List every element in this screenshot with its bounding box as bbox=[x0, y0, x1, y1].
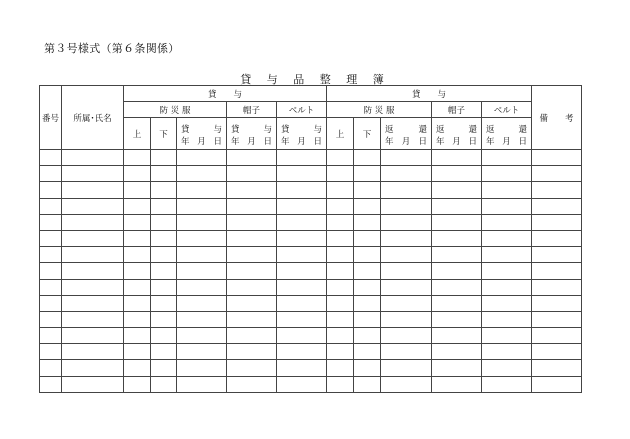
table-row bbox=[40, 376, 582, 392]
table-cell[interactable] bbox=[354, 311, 381, 327]
table-cell[interactable] bbox=[381, 150, 432, 166]
table-cell[interactable] bbox=[151, 182, 177, 198]
table-cell[interactable] bbox=[532, 311, 582, 327]
table-cell[interactable] bbox=[62, 182, 124, 198]
header-disaster-suit: 防 災 服 bbox=[124, 102, 227, 118]
table-cell[interactable] bbox=[327, 214, 354, 230]
header-lower-return: 下 bbox=[354, 118, 381, 150]
table-cell[interactable] bbox=[381, 214, 432, 230]
table-row bbox=[40, 198, 582, 214]
table-cell[interactable] bbox=[124, 328, 151, 344]
table-cell[interactable] bbox=[482, 150, 532, 166]
table-cell[interactable] bbox=[62, 344, 124, 360]
header-belt: ベルト bbox=[277, 102, 327, 118]
table-cell[interactable] bbox=[532, 295, 582, 311]
table-cell[interactable] bbox=[381, 230, 432, 246]
form-title: 貸 与 品 整 理 簿 bbox=[240, 73, 390, 86]
table-cell[interactable] bbox=[177, 230, 227, 246]
table-cell[interactable] bbox=[62, 328, 124, 344]
table-cell[interactable] bbox=[277, 360, 327, 376]
ledger-body bbox=[40, 150, 582, 393]
table-row bbox=[40, 214, 582, 230]
table-cell[interactable] bbox=[482, 344, 532, 360]
table-cell[interactable] bbox=[432, 166, 482, 182]
table-cell[interactable] bbox=[381, 311, 432, 327]
table-row bbox=[40, 230, 582, 246]
table-cell[interactable] bbox=[62, 198, 124, 214]
header-return-date-suit: 返 還 年 月 日 bbox=[381, 118, 432, 150]
table-cell[interactable] bbox=[227, 182, 277, 198]
table-cell[interactable] bbox=[62, 166, 124, 182]
table-cell[interactable] bbox=[40, 360, 62, 376]
table-cell[interactable] bbox=[62, 150, 124, 166]
table-cell[interactable] bbox=[432, 376, 482, 392]
table-cell[interactable] bbox=[40, 230, 62, 246]
table-cell[interactable] bbox=[40, 311, 62, 327]
table-cell[interactable] bbox=[532, 376, 582, 392]
table-cell[interactable] bbox=[62, 247, 124, 263]
table-row bbox=[40, 311, 582, 327]
table-cell[interactable] bbox=[327, 247, 354, 263]
table-cell[interactable] bbox=[277, 311, 327, 327]
table-cell[interactable] bbox=[40, 376, 62, 392]
table-cell[interactable] bbox=[151, 230, 177, 246]
table-cell[interactable] bbox=[432, 198, 482, 214]
header-cap-return: 帽子 bbox=[432, 102, 482, 118]
table-cell[interactable] bbox=[177, 166, 227, 182]
table-cell[interactable] bbox=[381, 360, 432, 376]
table-cell[interactable] bbox=[227, 230, 277, 246]
table-cell[interactable] bbox=[432, 311, 482, 327]
table-cell[interactable] bbox=[40, 182, 62, 198]
table-cell[interactable] bbox=[151, 344, 177, 360]
table-cell[interactable] bbox=[62, 376, 124, 392]
table-cell[interactable] bbox=[381, 376, 432, 392]
table-cell[interactable] bbox=[482, 182, 532, 198]
table-cell[interactable] bbox=[327, 328, 354, 344]
table-cell[interactable] bbox=[532, 279, 582, 295]
table-cell[interactable] bbox=[227, 328, 277, 344]
table-cell[interactable] bbox=[482, 279, 532, 295]
form-number: 第３号様式（第６条関係） bbox=[44, 42, 180, 55]
table-cell[interactable] bbox=[151, 150, 177, 166]
table-cell[interactable] bbox=[177, 214, 227, 230]
table-cell[interactable] bbox=[432, 182, 482, 198]
table-cell[interactable] bbox=[381, 247, 432, 263]
table-cell[interactable] bbox=[151, 328, 177, 344]
table-cell[interactable] bbox=[124, 344, 151, 360]
table-cell[interactable] bbox=[482, 360, 532, 376]
table-row bbox=[40, 344, 582, 360]
table-cell[interactable] bbox=[62, 311, 124, 327]
table-cell[interactable] bbox=[482, 328, 532, 344]
table-cell[interactable] bbox=[354, 247, 381, 263]
header-return-date-belt: 返 還 年 月 日 bbox=[482, 118, 532, 150]
table-row bbox=[40, 263, 582, 279]
table-cell[interactable] bbox=[40, 279, 62, 295]
table-cell[interactable] bbox=[124, 230, 151, 246]
table-cell[interactable] bbox=[482, 198, 532, 214]
table-cell[interactable] bbox=[381, 344, 432, 360]
table-cell[interactable] bbox=[432, 150, 482, 166]
table-cell[interactable] bbox=[354, 198, 381, 214]
ledger-table bbox=[39, 85, 582, 393]
table-cell[interactable] bbox=[381, 198, 432, 214]
table-cell[interactable] bbox=[151, 279, 177, 295]
table-cell[interactable] bbox=[151, 247, 177, 263]
table-cell[interactable] bbox=[327, 360, 354, 376]
table-cell[interactable] bbox=[124, 198, 151, 214]
header-belt-return: ベルト bbox=[482, 102, 532, 118]
table-cell[interactable] bbox=[177, 360, 227, 376]
table-cell[interactable] bbox=[151, 295, 177, 311]
table-cell[interactable] bbox=[227, 150, 277, 166]
table-cell[interactable] bbox=[432, 247, 482, 263]
table-cell[interactable] bbox=[277, 198, 327, 214]
table-cell[interactable] bbox=[227, 376, 277, 392]
table-cell[interactable] bbox=[381, 279, 432, 295]
table-cell[interactable] bbox=[227, 344, 277, 360]
table-cell[interactable] bbox=[354, 344, 381, 360]
table-cell[interactable] bbox=[277, 279, 327, 295]
table-cell[interactable] bbox=[532, 360, 582, 376]
table-row bbox=[40, 247, 582, 263]
table-cell[interactable] bbox=[327, 263, 354, 279]
table-row bbox=[40, 279, 582, 295]
table-cell[interactable] bbox=[277, 344, 327, 360]
table-cell[interactable] bbox=[177, 198, 227, 214]
table-cell[interactable] bbox=[354, 182, 381, 198]
table-cell[interactable] bbox=[151, 360, 177, 376]
table-cell[interactable] bbox=[277, 214, 327, 230]
table-cell[interactable] bbox=[40, 344, 62, 360]
table-cell[interactable] bbox=[277, 247, 327, 263]
table-cell[interactable] bbox=[532, 198, 582, 214]
table-cell[interactable] bbox=[354, 279, 381, 295]
table-cell[interactable] bbox=[40, 247, 62, 263]
table-cell[interactable] bbox=[482, 230, 532, 246]
header-lend-date-belt: 貸 与 年 月 日 bbox=[277, 118, 327, 150]
table-row bbox=[40, 295, 582, 311]
table-cell[interactable] bbox=[432, 295, 482, 311]
table-cell[interactable] bbox=[227, 263, 277, 279]
table-cell[interactable] bbox=[532, 150, 582, 166]
table-cell[interactable] bbox=[177, 295, 227, 311]
table-cell[interactable] bbox=[532, 247, 582, 263]
table-cell[interactable] bbox=[432, 279, 482, 295]
table-cell[interactable] bbox=[227, 360, 277, 376]
table-cell[interactable] bbox=[227, 198, 277, 214]
table-cell[interactable] bbox=[124, 263, 151, 279]
table-cell[interactable] bbox=[532, 328, 582, 344]
table-cell[interactable] bbox=[432, 214, 482, 230]
table-cell[interactable] bbox=[327, 198, 354, 214]
table-cell[interactable] bbox=[227, 311, 277, 327]
table-cell[interactable] bbox=[62, 279, 124, 295]
header-affiliation-name: 所属･氏名 bbox=[62, 86, 124, 150]
table-cell[interactable] bbox=[124, 311, 151, 327]
table-cell[interactable] bbox=[354, 263, 381, 279]
header-remarks: 備 考 bbox=[532, 86, 582, 150]
table-cell[interactable] bbox=[354, 166, 381, 182]
table-cell[interactable] bbox=[432, 344, 482, 360]
table-cell[interactable] bbox=[327, 166, 354, 182]
table-cell[interactable] bbox=[381, 295, 432, 311]
table-cell[interactable] bbox=[177, 150, 227, 166]
table-cell[interactable] bbox=[327, 182, 354, 198]
table-cell[interactable] bbox=[532, 230, 582, 246]
table-cell[interactable] bbox=[62, 263, 124, 279]
table-cell[interactable] bbox=[227, 214, 277, 230]
table-cell[interactable] bbox=[354, 150, 381, 166]
table-cell[interactable] bbox=[277, 166, 327, 182]
table-cell[interactable] bbox=[277, 150, 327, 166]
table-cell[interactable] bbox=[177, 311, 227, 327]
table-cell[interactable] bbox=[227, 295, 277, 311]
table-row bbox=[40, 360, 582, 376]
table-cell[interactable] bbox=[151, 376, 177, 392]
table-cell[interactable] bbox=[151, 263, 177, 279]
table-cell[interactable] bbox=[227, 247, 277, 263]
header-disaster-suit-return: 防 災 服 bbox=[327, 102, 432, 118]
table-cell[interactable] bbox=[124, 214, 151, 230]
table-cell[interactable] bbox=[482, 295, 532, 311]
table-cell[interactable] bbox=[327, 295, 354, 311]
table-cell[interactable] bbox=[432, 360, 482, 376]
table-cell[interactable] bbox=[177, 263, 227, 279]
table-cell[interactable] bbox=[62, 295, 124, 311]
table-row bbox=[40, 166, 582, 182]
table-cell[interactable] bbox=[40, 150, 62, 166]
header-lend: 貸 与 bbox=[124, 86, 327, 102]
table-row bbox=[40, 328, 582, 344]
table-cell[interactable] bbox=[354, 214, 381, 230]
table-cell[interactable] bbox=[532, 344, 582, 360]
table-cell[interactable] bbox=[354, 230, 381, 246]
header-lend-date-suit: 貸 与 年 月 日 bbox=[177, 118, 227, 150]
table-cell[interactable] bbox=[151, 198, 177, 214]
table-cell[interactable] bbox=[354, 328, 381, 344]
header-lend-second: 貸 与 bbox=[327, 86, 532, 102]
header-number: 番号 bbox=[40, 86, 62, 150]
table-cell[interactable] bbox=[482, 263, 532, 279]
table-cell[interactable] bbox=[124, 166, 151, 182]
table-cell[interactable] bbox=[62, 214, 124, 230]
table-cell[interactable] bbox=[277, 230, 327, 246]
table-cell[interactable] bbox=[532, 263, 582, 279]
table-cell[interactable] bbox=[327, 376, 354, 392]
table-cell[interactable] bbox=[177, 344, 227, 360]
table-cell[interactable] bbox=[432, 328, 482, 344]
table-cell[interactable] bbox=[354, 295, 381, 311]
table-cell[interactable] bbox=[381, 166, 432, 182]
table-cell[interactable] bbox=[40, 328, 62, 344]
table-cell[interactable] bbox=[151, 311, 177, 327]
table-cell[interactable] bbox=[40, 214, 62, 230]
table-cell[interactable] bbox=[381, 328, 432, 344]
header-return-date-cap: 返 還 年 月 日 bbox=[432, 118, 482, 150]
table-cell[interactable] bbox=[532, 214, 582, 230]
table-cell[interactable] bbox=[40, 198, 62, 214]
table-cell[interactable] bbox=[532, 182, 582, 198]
table-cell[interactable] bbox=[277, 376, 327, 392]
table-cell[interactable] bbox=[482, 376, 532, 392]
table-cell[interactable] bbox=[40, 263, 62, 279]
table-cell[interactable] bbox=[177, 182, 227, 198]
table-cell[interactable] bbox=[124, 247, 151, 263]
table-cell[interactable] bbox=[482, 247, 532, 263]
table-cell[interactable] bbox=[177, 279, 227, 295]
header-lend-date-cap: 貸 与 年 月 日 bbox=[227, 118, 277, 150]
table-cell[interactable] bbox=[177, 247, 227, 263]
header-upper-return: 上 bbox=[327, 118, 354, 150]
table-cell[interactable] bbox=[432, 230, 482, 246]
table-cell[interactable] bbox=[227, 166, 277, 182]
table-cell[interactable] bbox=[62, 360, 124, 376]
table-cell[interactable] bbox=[354, 376, 381, 392]
table-cell[interactable] bbox=[482, 311, 532, 327]
table-cell[interactable] bbox=[124, 376, 151, 392]
header-cap: 帽子 bbox=[227, 102, 277, 118]
table-cell[interactable] bbox=[354, 360, 381, 376]
table-cell[interactable] bbox=[151, 214, 177, 230]
table-cell[interactable] bbox=[227, 279, 277, 295]
table-cell[interactable] bbox=[124, 182, 151, 198]
table-cell[interactable] bbox=[482, 166, 532, 182]
table-cell[interactable] bbox=[124, 360, 151, 376]
table-cell[interactable] bbox=[327, 311, 354, 327]
header-upper: 上 bbox=[124, 118, 151, 150]
table-cell[interactable] bbox=[277, 295, 327, 311]
table-cell[interactable] bbox=[482, 214, 532, 230]
table-cell[interactable] bbox=[277, 182, 327, 198]
table-row bbox=[40, 150, 582, 166]
table-cell[interactable] bbox=[177, 376, 227, 392]
header-lower: 下 bbox=[151, 118, 177, 150]
table-cell[interactable] bbox=[381, 182, 432, 198]
table-cell[interactable] bbox=[124, 150, 151, 166]
table-cell[interactable] bbox=[177, 328, 227, 344]
table-cell[interactable] bbox=[40, 166, 62, 182]
table-cell[interactable] bbox=[124, 295, 151, 311]
table-cell[interactable] bbox=[327, 230, 354, 246]
table-cell[interactable] bbox=[327, 279, 354, 295]
table-cell[interactable] bbox=[62, 230, 124, 246]
table-cell[interactable] bbox=[40, 295, 62, 311]
table-cell[interactable] bbox=[327, 344, 354, 360]
table-cell[interactable] bbox=[432, 263, 482, 279]
table-cell[interactable] bbox=[381, 263, 432, 279]
table-row bbox=[40, 182, 582, 198]
table-cell[interactable] bbox=[277, 263, 327, 279]
table-cell[interactable] bbox=[151, 166, 177, 182]
table-cell[interactable] bbox=[277, 328, 327, 344]
table-cell[interactable] bbox=[532, 166, 582, 182]
table-cell[interactable] bbox=[124, 279, 151, 295]
table-cell[interactable] bbox=[327, 150, 354, 166]
